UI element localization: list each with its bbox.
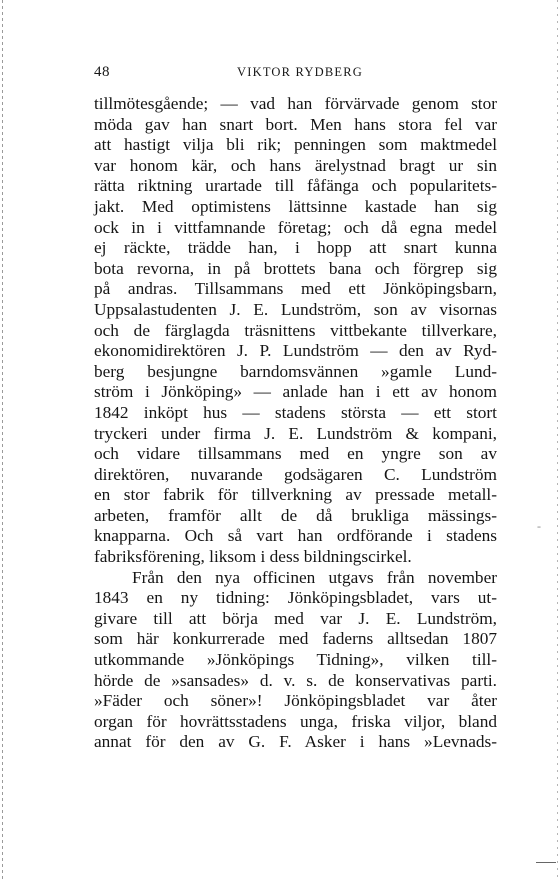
text-line: 1842 inköpt hus — stadens största — ett stort (94, 402, 497, 422)
text-line: ock in i vittfamnande företag; och då egna medel (94, 217, 497, 237)
page-number: 48 (94, 64, 110, 80)
text-line: och vidare tillsammans med en yngre son av (94, 444, 497, 464)
text-line: Uppsalastudenten J. E. Lundström, son av visornas (94, 299, 497, 319)
text-line: givare till att börja med var J. E. Lundström, (94, 608, 497, 628)
body-text (94, 94, 497, 753)
text-line: och de färglagda träsnittens vittbekante tillverkare, (94, 320, 497, 340)
text-line: på andras. Tillsammans med ett Jönköpingsbarn, (94, 279, 497, 299)
text-line: ström i Jönköping» — anlade han i ett av honom (94, 382, 497, 402)
text-line: som här konkurrerade med faderns alltsedan 1807 (94, 629, 497, 649)
text-line: en stor fabrik för tillverkning av pressade metall- (94, 485, 497, 505)
left-scan-edge (2, 0, 3, 880)
text-line: 1843 en ny tidning: Jönköpingsbladet, vars ut- (94, 588, 497, 608)
text-line: var honom kär, och hans ärelystnad bragt ur sin (94, 155, 497, 175)
text-line: jakt. Med optimistens lättsinne kastade han sig (94, 196, 497, 216)
text-line: rätta riktning urartade till fåfänga och popularitets- (94, 176, 497, 196)
paragraph-last-line: fabriksförening, liksom i dess bildningscirkel. (94, 547, 412, 567)
text-line: tryckeri under firma J. E. Lundström & kompani, (94, 423, 497, 443)
text-line: berg besjungne barndomsvännen »gamle Lund- (94, 361, 497, 381)
text-line: annat för den av G. F. Asker i hans »Levnads- (94, 732, 497, 752)
page-header (94, 64, 494, 84)
text-line: »Fäder och söner»! Jönköpingsbladet var åter (94, 691, 497, 711)
text-line: organ för hovrättsstadens unga, friska viljor, bland (94, 711, 497, 731)
text-line: utkommande »Jönköpings Tidning», vilken till- (94, 650, 497, 670)
bottom-edge-rule (536, 862, 556, 863)
text-line: hörde de »sansades» d. v. s. de konservativas parti. (94, 670, 497, 690)
right-scan-edge (557, 0, 558, 880)
text-line: möda gav han snart bort. Men hans stora fel var (94, 114, 497, 134)
margin-mark: - (537, 519, 541, 533)
paragraph-first-line: Från den nya officinen utgavs från november (132, 567, 497, 587)
text-line: tillmötesgående; — vad han förvärvade genom stor (94, 94, 497, 113)
text-line: ej räckte, trädde han, i hopp att snart kunna (94, 238, 497, 258)
text-line: direktören, nuvarande godsägaren C. Lundström (94, 464, 497, 484)
text-line: ekonomidirektören J. P. Lundström — den av Ryd- (94, 341, 497, 361)
text-line: bota revorna, in på brottets bana och förgrep sig (94, 258, 497, 278)
running-head: VIKTOR RYDBERG (237, 65, 363, 79)
text-line: knapparna. Och så vart han ordförande i stadens (94, 526, 497, 546)
text-line: arbeten, framför allt de då brukliga mässings- (94, 505, 497, 525)
text-line: att hastigt vilja bli rik; penningen som maktmedel (94, 135, 497, 155)
